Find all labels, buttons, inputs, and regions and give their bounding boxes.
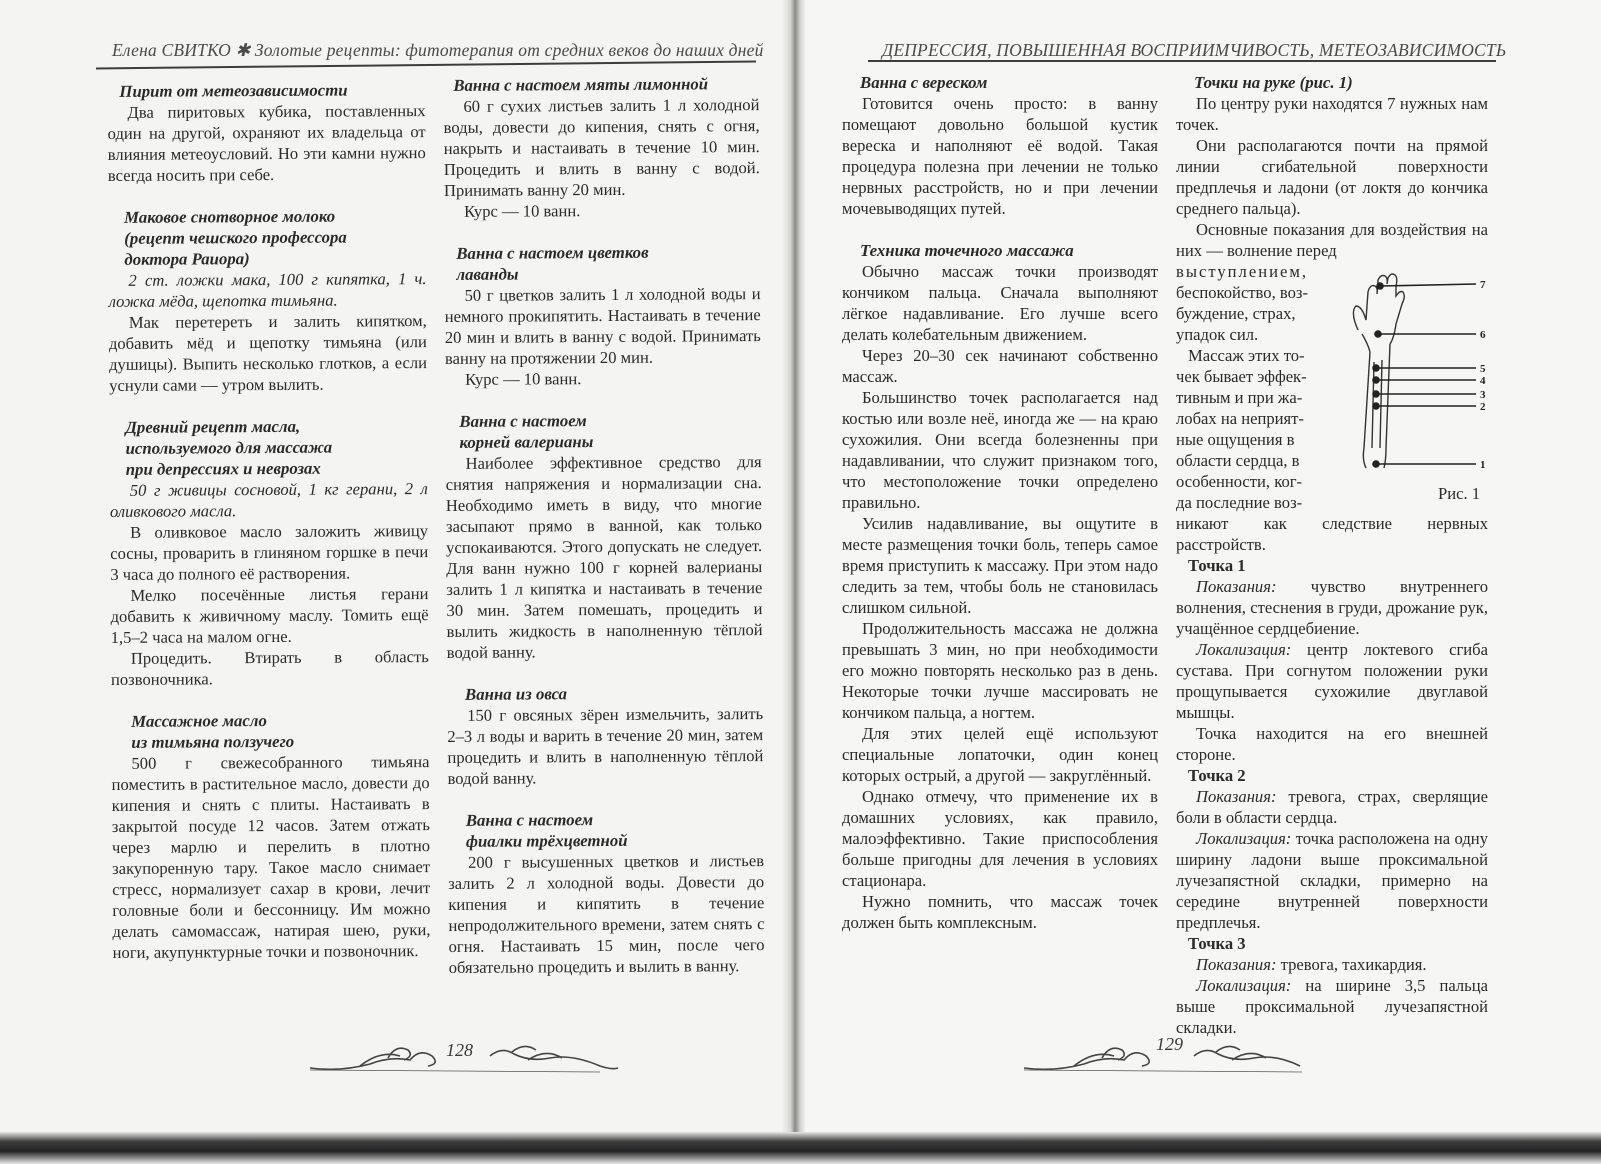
section-title: доктора Раиора) — [124, 249, 250, 269]
section-title: Ванна из овса — [464, 684, 568, 704]
paragraph: Через 20–30 сек начинают собственно массаж. — [842, 346, 1158, 386]
paragraph: 60 г сухих листьев залить 1 л холодной воды, довести до кипения, снять с огня, накрыть и настаивать в течение 10 мин. Процедить и влить в ванну с водой. Принимать ванну 20 мин. — [443, 95, 760, 200]
point-label-4: 4 — [1480, 375, 1486, 387]
ingredients: 2 ст. ложки мака, 100 г кипятка, 1 ч. ложка мёда, щепотка тимьяна. — [108, 269, 427, 311]
label: Показания: — [1196, 577, 1277, 596]
point-label-2: 2 — [1480, 401, 1486, 413]
label: Локализация: — [1196, 829, 1292, 848]
right-column-2-top — [1176, 72, 1488, 261]
wrap-line: буждение, страх, — [1176, 304, 1296, 323]
paragraph: Усилив надавливание, вы ощутите в месте размещения точки боль, теперь самое время приступить к массажу. При этом надо следить за тем, чтобы боль не становилась слишком сильной. — [842, 514, 1158, 617]
text: тревога, страх, сверлящие боли в области сердца. — [1176, 787, 1488, 827]
paragraph: 150 г овсяных зёрен измельчить, залить 2–3 л воды и варить в течение 20 мин, затем процедить и влить в наполненную тёплой водой ванну. — [447, 704, 764, 788]
paragraph: Основные показания для воздействия на них — волнение перед — [1176, 220, 1488, 260]
section-title: при депрессиях и неврозах — [125, 458, 321, 479]
label: Показания: — [1196, 955, 1277, 974]
point-label-1: 1 — [1480, 459, 1486, 471]
section-title: Ванна с настоем цветков — [456, 242, 649, 263]
paragraph: никают как следствие нервных расстройств. — [1176, 514, 1488, 554]
point-label-6: 6 — [1480, 329, 1486, 341]
paragraph: Продолжительность массажа не должна превышать 3 мин, но при необходимости его можно повторять несколько раз в день. Некоторые точки лучше массировать не кончиком пальца, а ногтем. — [842, 619, 1158, 722]
text: точка расположена на одну ширину ладони выше проксимальной лучезапястной складки, примерно на середине внутренней поверхности предплечья. — [1176, 829, 1488, 932]
right-running-head: ДЕПРЕССИЯ, ПОВЫШЕННАЯ ВОСПРИИМЧИВОСТЬ, МЕТЕОЗАВИСИМОСТЬ — [882, 40, 1507, 60]
wrap-line: выступлением, — [1176, 262, 1308, 281]
text: на ширине 3,5 пальца выше проксимальной лучезапястной складки. — [1176, 976, 1488, 1037]
label: Локализация: — [1196, 976, 1292, 995]
paragraph: 500 г свежесобранного тимьяна поместить в растительное масло, довести до кипения и снять с плиты. Настаивать в закрытой посуде 12 часов. Затем отжать через марлю и перелить в плотно закупоренную тару. Такое масло снимает стресс, нормализует сахар в крови, лечит головные боли и бессонницу. Им можно делать самомассаж, натирая шею, руки, ноги, акупунктурные точки и позвоночник. — [111, 752, 431, 962]
forearm-outline-icon — [1363, 352, 1370, 468]
paragraph: По центру руки находятся 7 нужных нам точек. — [1176, 94, 1488, 134]
wrap-line: беспокойство, воз- — [1176, 283, 1308, 302]
section-title: Древний рецепт масла, — [125, 416, 301, 437]
wrap-line: чек бывает эффек- — [1176, 367, 1307, 386]
section-title: Массажное масло — [131, 711, 267, 731]
paragraph: 50 г цветков залить 1 л холодной воды и немного прокипятить. Настаивать в течение 20 мин и влить в ванну с водой. Принимать ванну на протяжении 20 мин. — [444, 284, 761, 368]
paragraph: Обычно массаж точки производят кончиком пальца. Сначала выполняют лёгкое надавливание. Его лучше всего делать колебательным движением. — [842, 262, 1158, 344]
text: чувство внутреннего волнения, стеснения в груди, дрожание рук, учащённое сердцебиение. — [1176, 577, 1488, 638]
wrap-line: упадок сил. — [1176, 325, 1259, 344]
paragraph — [1176, 954, 1488, 975]
ingredients: 50 г живицы сосновой, 1 кг герани, 2 л оливкового масла. — [109, 479, 428, 521]
left-running-head: Елена СВИТКО ✱ Золотые рецепты: фитотерапия от средних веков до наших дней — [112, 40, 764, 60]
paragraph: Готовится очень просто: в ванну помещают довольно большой кустик вереска и наполняют её водой. Такая процедура полезна при лечении не только нервных расстройств, но и при лечении мочевыводящих путей. — [842, 94, 1158, 218]
right-column-2-bottom — [1176, 513, 1488, 1038]
wrap-line: особенности, ког- — [1176, 472, 1303, 491]
paragraph: Курс — 10 ванн. — [465, 369, 582, 389]
paragraph: 200 г высушенных цветков и листьев залить 2 л холодной воды. Довести до кипения и кипятить в течение непродолжительного времени, затем снять с огня. Настаивать 15 мин, после чего обязательно процедить и вылить в ванну. — [448, 851, 765, 977]
section-title: корней валерианы — [459, 432, 594, 452]
paragraph: Мак перетереть и залить кипятком, добавить мёд и щепотку тимьяна (или душицы). Выпить несколько глотков, а если уснули сами — утром вылить. — [108, 311, 428, 395]
book-spine — [782, 0, 806, 1164]
point-label-5: 5 — [1480, 363, 1486, 375]
paragraph: Мелко посечённые листья герани добавить к живичному маслу. Томить ещё 1,5–2 часа на малом огне. — [110, 584, 429, 647]
label: Локализация: — [1196, 640, 1292, 659]
paragraph: Для этих целей ещё используют специальные лопаточки, один конец которых острый, а другой — закруглённый. — [842, 724, 1158, 785]
section-title: Ванна с настоем — [465, 810, 594, 830]
right-column-1 — [842, 72, 1158, 933]
paragraph: Нужно помнить, что массаж точек должен быть комплексным. — [842, 892, 1158, 932]
text: тревога, тахикардия. — [1276, 955, 1427, 974]
point-title: Точка 3 — [1188, 934, 1246, 953]
point-label-7: 7 — [1480, 279, 1486, 291]
section-title: Ванна с настоем мяты лимонной — [453, 74, 709, 95]
paragraph: Большинство точек располагается над костью или возле неё, иногда же — на краю сухожилия. Они всегда болезненны при надавливании, что служит признаком того, что местоположение точки определено правильно. — [842, 388, 1158, 512]
section-title: фиалки трёхцветной — [465, 830, 628, 851]
point-title: Точка 2 — [1188, 766, 1246, 785]
section-title: Техника точечного массажа — [860, 241, 1074, 260]
left-column-1 — [107, 79, 430, 963]
scan-bottom-edge — [0, 1132, 1601, 1164]
paragraph: Два пиритовых кубика, поставленных один на другой, охраняют их владельца от влияния метеоусловий. Но эти камни нужно всегда носить при себе. — [107, 101, 426, 185]
section-title: из тимьяна ползучего — [131, 731, 295, 752]
left-column-2 — [443, 73, 765, 978]
arm-points-figure — [1340, 272, 1490, 502]
paragraph — [1176, 576, 1488, 639]
section-title: (рецепт чешского профессора — [124, 227, 347, 248]
paragraph: В оливковое масло заложить живицу сосны, проварить в глиняном горшке в печи 3 часа до полного её растворения. — [110, 521, 429, 584]
label: Показания: — [1196, 787, 1277, 806]
wrap-line: Массаж этих то- — [1188, 346, 1305, 365]
page-number: 129 — [1156, 1034, 1183, 1054]
section-title: Точки на руке (рис. 1) — [1194, 73, 1353, 92]
wrap-line: тивным и при жа- — [1176, 388, 1303, 407]
paragraph: Процедить. Втирать в область позвоночника. — [110, 647, 429, 689]
paragraph: Наиболее эффективное средство для снятия напряжения и нормализации сна. Необходимо иметь в виду, что многие засыпают прямо в ванной, как только успокаиваются. Этого допускать не следует. Для ванн нужно 100 г корней валерианы залить 1 л кипятка и настаивать в течение 30 мин. Затем помешать, процедить и вылить жидкость в наполненную тёплой водой ванну. — [445, 452, 763, 662]
text: центр локтевого сгиба сустава. При согнутом положении руки прощупывается сухожилие двуглавой мышцы. — [1176, 640, 1488, 722]
section-title: лаванды — [456, 264, 519, 284]
section-title: используемого для массажа — [125, 437, 333, 458]
wrap-line: области сердца, в — [1176, 451, 1300, 470]
paragraph: Точка находится на его внешней стороне. — [1176, 724, 1488, 764]
point-title: Точка 1 — [1188, 556, 1246, 575]
paragraph: Курс — 10 ванн. — [464, 201, 581, 221]
right-head-rule — [868, 60, 1496, 62]
page-number: 128 — [446, 1040, 473, 1060]
paragraph: Они располагаются почти на прямой линии сгибательной поверхности предплечья и ладони (от локтя до кончика среднего пальца). — [1176, 136, 1488, 218]
section-title: Ванна с вереском — [860, 73, 988, 92]
paragraph — [1176, 786, 1488, 828]
section-title: Ванна с настоем — [459, 411, 587, 431]
paragraph — [1176, 975, 1488, 1038]
wrap-line: лобах на неприят- — [1176, 409, 1304, 428]
figure-wrap-text — [1176, 261, 1334, 513]
figure-caption: Рис. 1 — [1438, 484, 1481, 503]
point-label-3: 3 — [1480, 389, 1486, 401]
section-title: Маковое снотворное молоко — [124, 206, 336, 227]
paragraph — [1176, 828, 1488, 933]
paragraph: Однако отмечу, что применение их в домашних условиях, как правило, малоэффективно. Такие приспособления больше пригодны для лечения в условиях стационара. — [842, 787, 1158, 890]
wrap-line: да последние воз- — [1176, 493, 1303, 512]
section-title: Пирит от метеозависимости — [119, 80, 348, 101]
paragraph — [1176, 639, 1488, 723]
wrap-line: ные ощущения в — [1176, 430, 1295, 449]
